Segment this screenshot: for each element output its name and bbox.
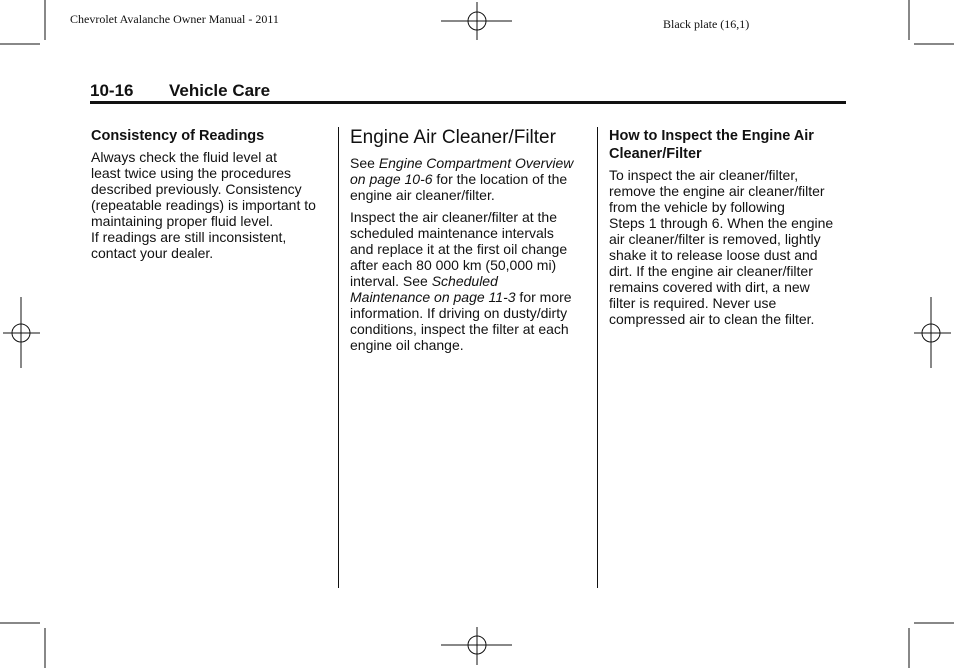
column-divider-2	[597, 127, 598, 588]
page-ref-10-6-link[interactable]: on page 10-6	[350, 171, 433, 187]
page-number: 10-16	[90, 81, 134, 100]
scheduled-maintenance-link[interactable]: Scheduled	[431, 273, 498, 289]
engine-air-cleaner-heading: Engine Air Cleaner/Filter	[350, 127, 556, 148]
how-to-inspect-heading: How to Inspect the Engine Air Cleaner/Filter	[609, 128, 814, 162]
header-rule	[90, 101, 846, 104]
how-to-inspect-text: To inspect the air cleaner/filter, remove the engine air cleaner/filter from the vehicle by following Steps 1 through 6. When the engine air cleaner/filter is removed, lightly shake it to release loose dust and dirt. If the engine air cleaner/filter remains covered with dirt, a new filter is required. Never use compressed air to clean the filter.	[609, 167, 834, 327]
page-ref-11-3-link[interactable]: Maintenance on page 11-3	[350, 289, 516, 305]
consistency-text: Always check the fluid level at least twice using the procedures described previously. Consistency (repeatable readings) is important to maintaining proper fluid level. If readings are still inconsistent, contact your dealer.	[91, 149, 316, 261]
engine-compartment-link[interactable]: Engine Compartment Overview	[378, 155, 574, 171]
location-paragraph: See Engine Compartment Overview on page 10-6 for the location of the engine air cleaner/filter.	[350, 155, 574, 203]
plate-label: Black plate (16,1)	[663, 17, 750, 31]
inspect-paragraph: Inspect the air cleaner/filter at the scheduled maintenance intervals and replace it at the first oil change after each 80 000 km (50,000 mi) interval. See Scheduled Maintenance on page 11-3 for more information. If driving on dusty/dirty conditions, inspect the filter at each engine oil change.	[350, 209, 572, 353]
section-title: Vehicle Care	[169, 81, 271, 100]
column-3	[609, 127, 849, 327]
column-1	[91, 127, 331, 261]
column-divider-1	[338, 127, 339, 588]
manual-title: Chevrolet Avalanche Owner Manual - 2011	[70, 12, 279, 26]
column-2	[350, 127, 592, 359]
consistency-heading: Consistency of Readings	[91, 128, 265, 144]
